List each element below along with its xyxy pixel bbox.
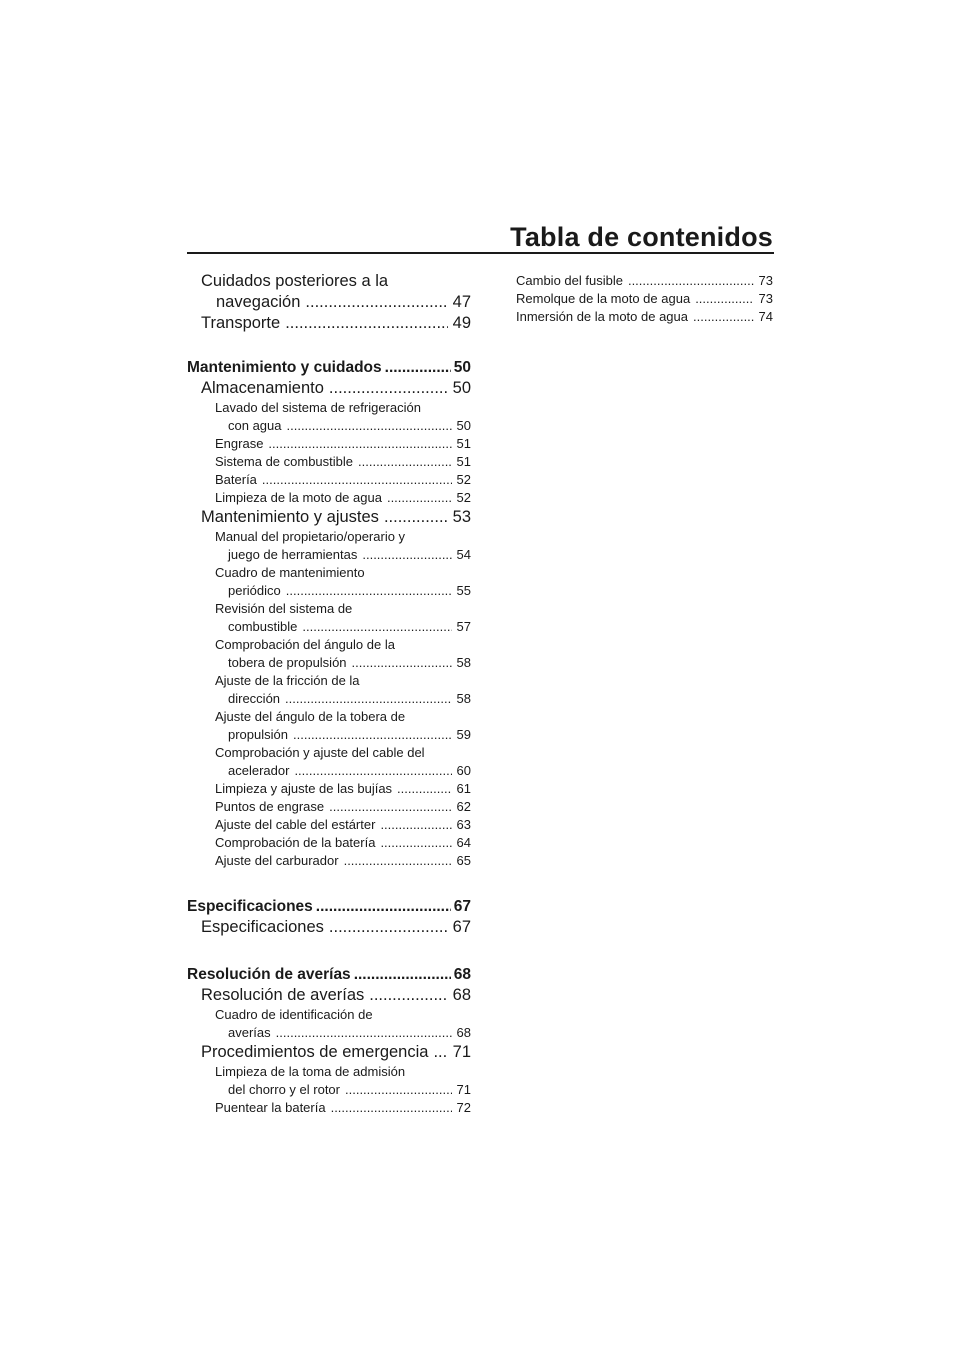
page-number: 50 bbox=[456, 418, 471, 433]
page-number: 61 bbox=[456, 781, 471, 796]
toc-chapter-especificaciones[interactable]: Especificaciones ..... 67 bbox=[187, 896, 471, 917]
toc-chapter-resolucion[interactable]: Resolución de averías ..... 68 bbox=[187, 964, 471, 985]
page-number: 47 bbox=[452, 293, 471, 311]
page-number: 50 bbox=[453, 359, 471, 376]
page-number: 64 bbox=[456, 835, 471, 850]
page-number: 52 bbox=[456, 472, 471, 487]
page-number: 49 bbox=[452, 314, 471, 332]
page-number: 68 bbox=[453, 966, 471, 983]
toc-entry-puntos-engrase[interactable]: Puntos de engrase ..... 62 bbox=[187, 798, 471, 816]
page-number: 74 bbox=[758, 309, 773, 324]
page-number: 50 bbox=[452, 379, 471, 397]
toc-section-transporte[interactable]: Transporte ..... 49 bbox=[187, 313, 471, 334]
toc-entry-sistema-combustible[interactable]: Sistema de combustible ..... 51 bbox=[187, 453, 471, 471]
toc-section-almacenamiento[interactable]: Almacenamiento ..... 50 bbox=[187, 378, 471, 399]
toc-entry-remolque[interactable]: Remolque de la moto de agua ..... 73 bbox=[516, 290, 773, 308]
page-number: 51 bbox=[456, 454, 471, 469]
toc-entry-comprobacion-angulo[interactable]: Comprobación del ángulo de la tobera de propulsión ..... 58 bbox=[187, 636, 471, 672]
page-number: 52 bbox=[456, 490, 471, 505]
page-number: 63 bbox=[456, 817, 471, 832]
toc-left-column bbox=[187, 271, 471, 1117]
toc-section-especificaciones[interactable]: Especificaciones ..... 67 bbox=[187, 917, 471, 938]
page-number: 68 bbox=[456, 1025, 471, 1040]
page-number: 67 bbox=[453, 898, 471, 915]
toc-entry-cuadro-mantenimiento[interactable]: Cuadro de mantenimiento periódico ..... 55 bbox=[187, 564, 471, 600]
toc-section-resolucion[interactable]: Resolución de averías ..... 68 bbox=[187, 985, 471, 1006]
toc-entry-bateria[interactable]: Batería ..... 52 bbox=[187, 471, 471, 489]
toc-entry-cable-estarter[interactable]: Ajuste del cable del estárter ..... 63 bbox=[187, 816, 471, 834]
toc-entry-toma-admision[interactable]: Limpieza de la toma de admisión del chorro y el rotor ..... 71 bbox=[187, 1063, 471, 1099]
toc-section-cuidados-posteriores[interactable]: Cuidados posteriores a la navegación ..... 47 bbox=[187, 271, 471, 313]
toc-entry-cambio-fusible[interactable]: Cambio del fusible ..... 73 bbox=[516, 272, 773, 290]
page-number: 65 bbox=[456, 853, 471, 868]
toc-entry-ajuste-angulo[interactable]: Ajuste del ángulo de la tobera de propulsión ..... 59 bbox=[187, 708, 471, 744]
toc-entry-bujias[interactable]: Limpieza y ajuste de las bujías ..... 61 bbox=[187, 780, 471, 798]
page-number: 62 bbox=[456, 799, 471, 814]
toc-section-procedimientos[interactable]: Procedimientos de emergencia ..... 71 bbox=[187, 1042, 471, 1063]
page-number: 73 bbox=[758, 273, 773, 288]
page-number: 58 bbox=[456, 655, 471, 670]
toc-entry-carburador[interactable]: Ajuste del carburador ..... 65 bbox=[187, 852, 471, 870]
page-number: 67 bbox=[452, 918, 471, 936]
page-number: 73 bbox=[758, 291, 773, 306]
page-number: 51 bbox=[456, 436, 471, 451]
page-number: 55 bbox=[456, 583, 471, 598]
toc-entry-lavado[interactable]: Lavado del sistema de refrigeración con agua ..... 50 bbox=[187, 399, 471, 435]
toc-entry-revision-combustible[interactable]: Revisión del sistema de combustible ..... 57 bbox=[187, 600, 471, 636]
page-number: 58 bbox=[456, 691, 471, 706]
toc-entry-cable-acelerador[interactable]: Comprobación y ajuste del cable del acelerador ..... 60 bbox=[187, 744, 471, 780]
toc-entry-comprobacion-bateria[interactable]: Comprobación de la batería ..... 64 bbox=[187, 834, 471, 852]
toc-section-mantenimiento-ajustes[interactable]: Mantenimiento y ajustes ..... 53 bbox=[187, 507, 471, 528]
page-number: 54 bbox=[456, 547, 471, 562]
page-number: 72 bbox=[456, 1100, 471, 1115]
toc-chapter-mantenimiento[interactable]: Mantenimiento y cuidados ..... 50 bbox=[187, 357, 471, 378]
toc-entry-cuadro-identificacion[interactable]: Cuadro de identificación de averías ..... 68 bbox=[187, 1006, 471, 1042]
toc-entry-inmersion[interactable]: Inmersión de la moto de agua ..... 74 bbox=[516, 308, 773, 326]
page-number: 60 bbox=[456, 763, 471, 778]
toc-entry-friccion-direccion[interactable]: Ajuste de la fricción de la dirección ..... 58 bbox=[187, 672, 471, 708]
page-number: 57 bbox=[456, 619, 471, 634]
page-number: 68 bbox=[452, 986, 471, 1004]
toc-entry-limpieza-moto[interactable]: Limpieza de la moto de agua ..... 52 bbox=[187, 489, 471, 507]
title-rule bbox=[187, 252, 774, 254]
toc-right-column bbox=[516, 272, 773, 326]
page-number: 71 bbox=[456, 1082, 471, 1097]
toc-entry-manual-propietario[interactable]: Manual del propietario/operario y juego de herramientas ..... 54 bbox=[187, 528, 471, 564]
toc-entry-engrase[interactable]: Engrase ..... 51 bbox=[187, 435, 471, 453]
page-number: 59 bbox=[456, 727, 471, 742]
page-number: 71 bbox=[452, 1043, 471, 1061]
toc-entry-puentear-bateria[interactable]: Puentear la batería ..... 72 bbox=[187, 1099, 471, 1117]
page-number: 53 bbox=[452, 508, 471, 526]
page-title: Tabla de contenidos bbox=[510, 222, 773, 252]
